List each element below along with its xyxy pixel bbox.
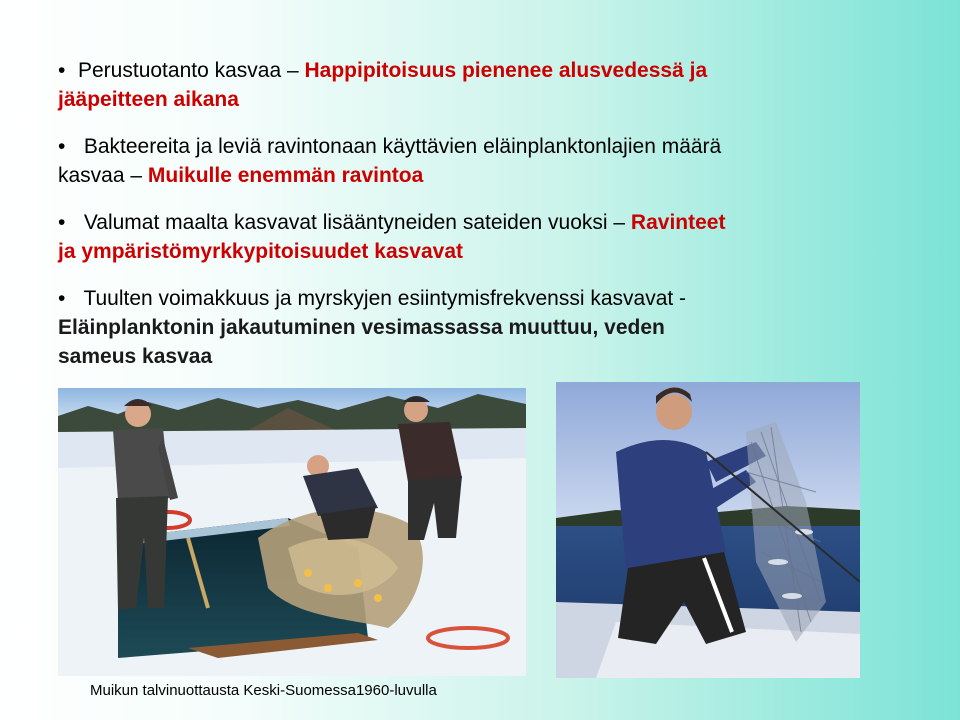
bullet-4 [58, 284, 938, 371]
bullet-marker: • [58, 287, 66, 310]
bullet-3-highlight-cont: ja ympäristömyrkkypitoisuudet kasvavat [58, 240, 464, 263]
photo-man-with-net [556, 382, 860, 678]
bullet-3 [58, 208, 938, 266]
bullet-list [58, 56, 938, 371]
bullet-1 [58, 56, 938, 114]
bullet-marker: • [58, 59, 66, 82]
bullet-1-highlight: Happipitoisuus pienenee alusvedessä ja [304, 59, 708, 82]
photo-caption: Muikun talvinuottausta Keski-Suomessa1960-luvulla [90, 682, 437, 699]
bullet-2-text-cont: kasvaa – [58, 164, 148, 187]
bullet-marker: • [58, 211, 66, 234]
bullet-1-text: Perustuotanto kasvaa – [78, 59, 305, 82]
bullet-4-highlight-cont: sameus kasvaa [58, 345, 213, 368]
winter-fishing-illustration [58, 388, 526, 676]
bullet-4-highlight: Eläinplanktonin jakautuminen vesimassassa muuttuu, veden [58, 316, 665, 339]
bullet-3-text: Valumat maalta kasvavat lisääntyneiden sateiden vuoksi – [78, 211, 631, 234]
bullet-marker: • [58, 135, 66, 158]
bullet-2-highlight: Muikulle enemmän ravintoa [147, 164, 424, 187]
boat-fishing-illustration [556, 382, 860, 678]
bullet-1-highlight-cont: jääpeitteen aikana [58, 88, 239, 111]
bullet-2-text: Bakteereita ja leviä ravintonaan käyttävien eläinplanktonlajien määrä [78, 135, 722, 158]
photo-winter-seine-fishing [58, 388, 526, 676]
bullet-3-highlight: Ravinteet [630, 211, 726, 234]
bullet-2 [58, 132, 938, 190]
bullet-4-text: Tuulten voimakkuus ja myrskyjen esiintymisfrekvenssi kasvavat - [78, 287, 687, 310]
